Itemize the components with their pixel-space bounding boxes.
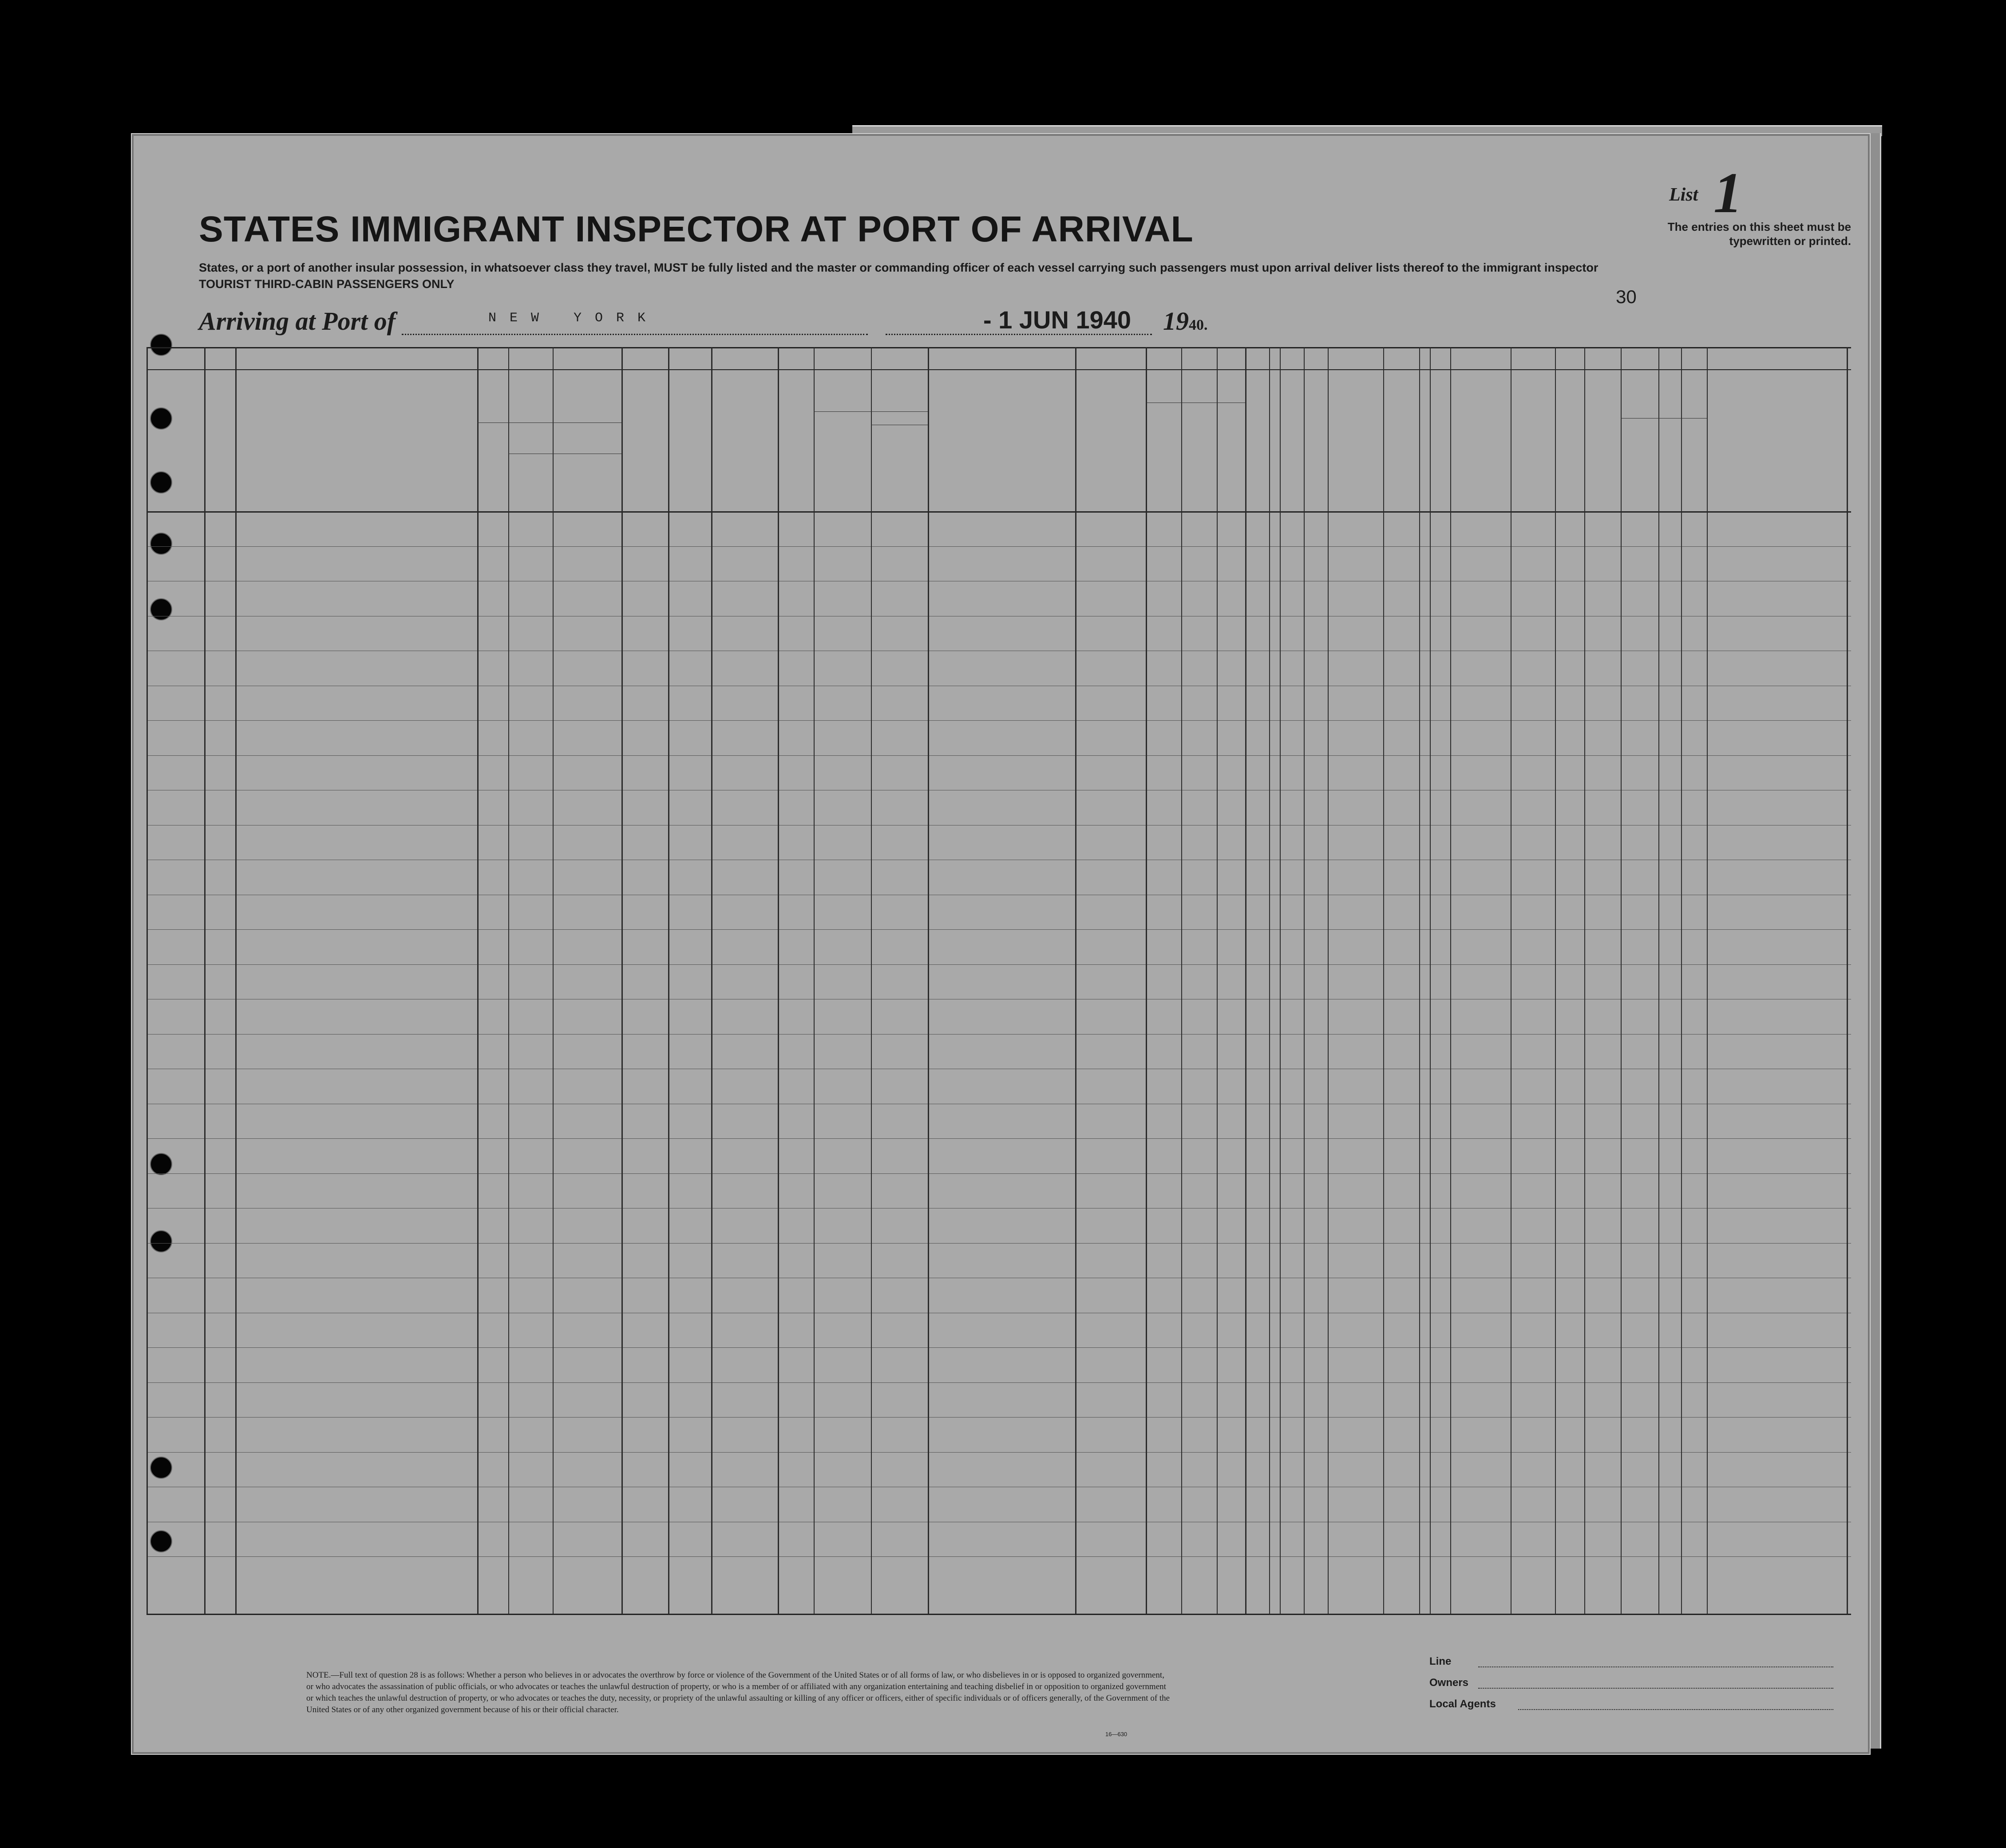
column-rule (1584, 347, 1585, 1614)
row-rule (146, 1382, 1851, 1383)
table-bottom-rule (146, 1614, 1851, 1615)
height-subrule (1621, 418, 1658, 419)
column-rule (1847, 347, 1848, 1614)
row-rule (146, 755, 1851, 756)
column-number (1585, 347, 1620, 369)
column-rule (1280, 347, 1281, 1614)
column-number (984, 347, 1019, 369)
column-rule (621, 347, 623, 1614)
color-subrule (1658, 418, 1707, 419)
column-rule (477, 347, 479, 1614)
column-rule (711, 347, 712, 1614)
column-rule (1328, 347, 1329, 1614)
column-rule (1383, 347, 1384, 1614)
column-number (1407, 347, 1442, 369)
year-suffix: 40. (1189, 317, 1208, 333)
column-number (1622, 347, 1658, 369)
local-agents-field (1518, 1709, 1833, 1710)
column-rule (1681, 347, 1682, 1614)
column-rule (1430, 347, 1431, 1614)
column-rule (928, 347, 929, 1614)
column-number (1298, 347, 1333, 369)
column-number (627, 347, 662, 369)
row-rule (146, 1452, 1851, 1453)
owners-field (1478, 1688, 1833, 1689)
line-label: Line (1429, 1655, 1452, 1667)
column-number (547, 347, 582, 369)
manifest-table (146, 347, 1851, 1614)
row-rule (146, 546, 1851, 547)
column-number (338, 347, 374, 369)
row-rule (146, 1417, 1851, 1418)
column-rule (1658, 347, 1659, 1614)
column-rule (235, 347, 237, 1614)
local-agents-label: Local Agents (1429, 1698, 1496, 1710)
column-number (1178, 347, 1213, 369)
column-rule (204, 347, 206, 1614)
column-rule (146, 347, 148, 1614)
page-title: STATES IMMIGRANT INSPECTOR AT PORT OF ARRIVAL (199, 209, 1194, 249)
column-rule (1419, 347, 1420, 1614)
column-number (727, 347, 762, 369)
column-rule (1269, 347, 1270, 1614)
column-rule (668, 347, 669, 1614)
column-number (1337, 347, 1373, 369)
row-rule (146, 1138, 1851, 1139)
row-rule (146, 1347, 1851, 1348)
instruction-line: States, or a port of another insular possession, in whatsoever class they travel, MUST be fully listed and the master or commanding officer of each vessel carrying such passengers must upon arrival deliver lists thereof to the immigrant inspector (199, 261, 1598, 274)
row-rule (146, 1556, 1851, 1557)
line-field (1478, 1666, 1833, 1667)
arriving-label: Arriving at Port of (199, 307, 396, 336)
column-rule (1217, 347, 1218, 1614)
column-number (672, 347, 707, 369)
passenger-class-line: TOURIST THIRD-CABIN PASSENGERS ONLY (199, 277, 455, 291)
column-number (835, 347, 870, 369)
column-rule (1075, 347, 1076, 1614)
column-number (1759, 347, 1794, 369)
column-number-rule (146, 369, 1851, 370)
header-bottom-rule (146, 511, 1851, 513)
column-number (202, 347, 237, 369)
date-stamp: - 1 JUN 1940 (983, 306, 1132, 334)
row-rule (146, 929, 1851, 930)
before-in-us-subrule (814, 411, 928, 412)
column-number (1451, 347, 1486, 369)
entries-note: The entries on this sheet must be typewritten or printed. (1667, 220, 1851, 248)
year-prefix: 19 (1163, 307, 1189, 336)
row-rule (146, 1034, 1851, 1035)
row-rule (146, 720, 1851, 721)
column-rule (1450, 347, 1451, 1614)
column-rule (871, 347, 872, 1614)
column-rule (1707, 347, 1708, 1614)
column-rule (1146, 347, 1147, 1614)
list-number: 1 (1713, 161, 1742, 225)
column-rule (1181, 347, 1182, 1614)
page-number: 30 (1616, 286, 1637, 307)
column-rule (814, 347, 815, 1614)
list-label: List (1669, 185, 1698, 205)
column-number (1552, 347, 1587, 369)
column-rule (1555, 347, 1556, 1614)
column-number (1515, 347, 1551, 369)
row-rule (146, 964, 1851, 965)
column-rule (1245, 347, 1246, 1614)
form-number: 16—630 (1105, 1731, 1128, 1737)
port-value: NEW YORK (488, 311, 659, 326)
row-rule (146, 1173, 1851, 1174)
column-rule (1621, 347, 1622, 1614)
owners-label: Owners (1429, 1677, 1469, 1689)
column-rule (553, 347, 554, 1614)
row-rule (146, 1243, 1851, 1244)
column-rule (508, 347, 509, 1614)
question-28-note: NOTE.—Full text of question 28 is as follows: Whether a person who believes in or advocates the overthrow by force or violence of the Government of the United States or of all forms of law, or who disbelieves in or is opposed to organized government, or who advocates the assassination of public officials, or who advocates or teaches the unlawful destruction of property, or who is a member of or affiliated with any organization entertaining and teaching disbelief in or opposition to organized government or which teaches the unlawful destruction of property, or who advocates or teaches the duty, necessity, or propriety of the unlawful assaulting or killing of any officer or officers, either of specific individuals or of officers generally, of the Government of the United States or of any other organized government because of his or their official character. (306, 1670, 1170, 1714)
column-rule (1304, 347, 1305, 1614)
column-rule (778, 347, 779, 1614)
port-field-line (402, 334, 868, 335)
year-field (1163, 306, 1208, 336)
